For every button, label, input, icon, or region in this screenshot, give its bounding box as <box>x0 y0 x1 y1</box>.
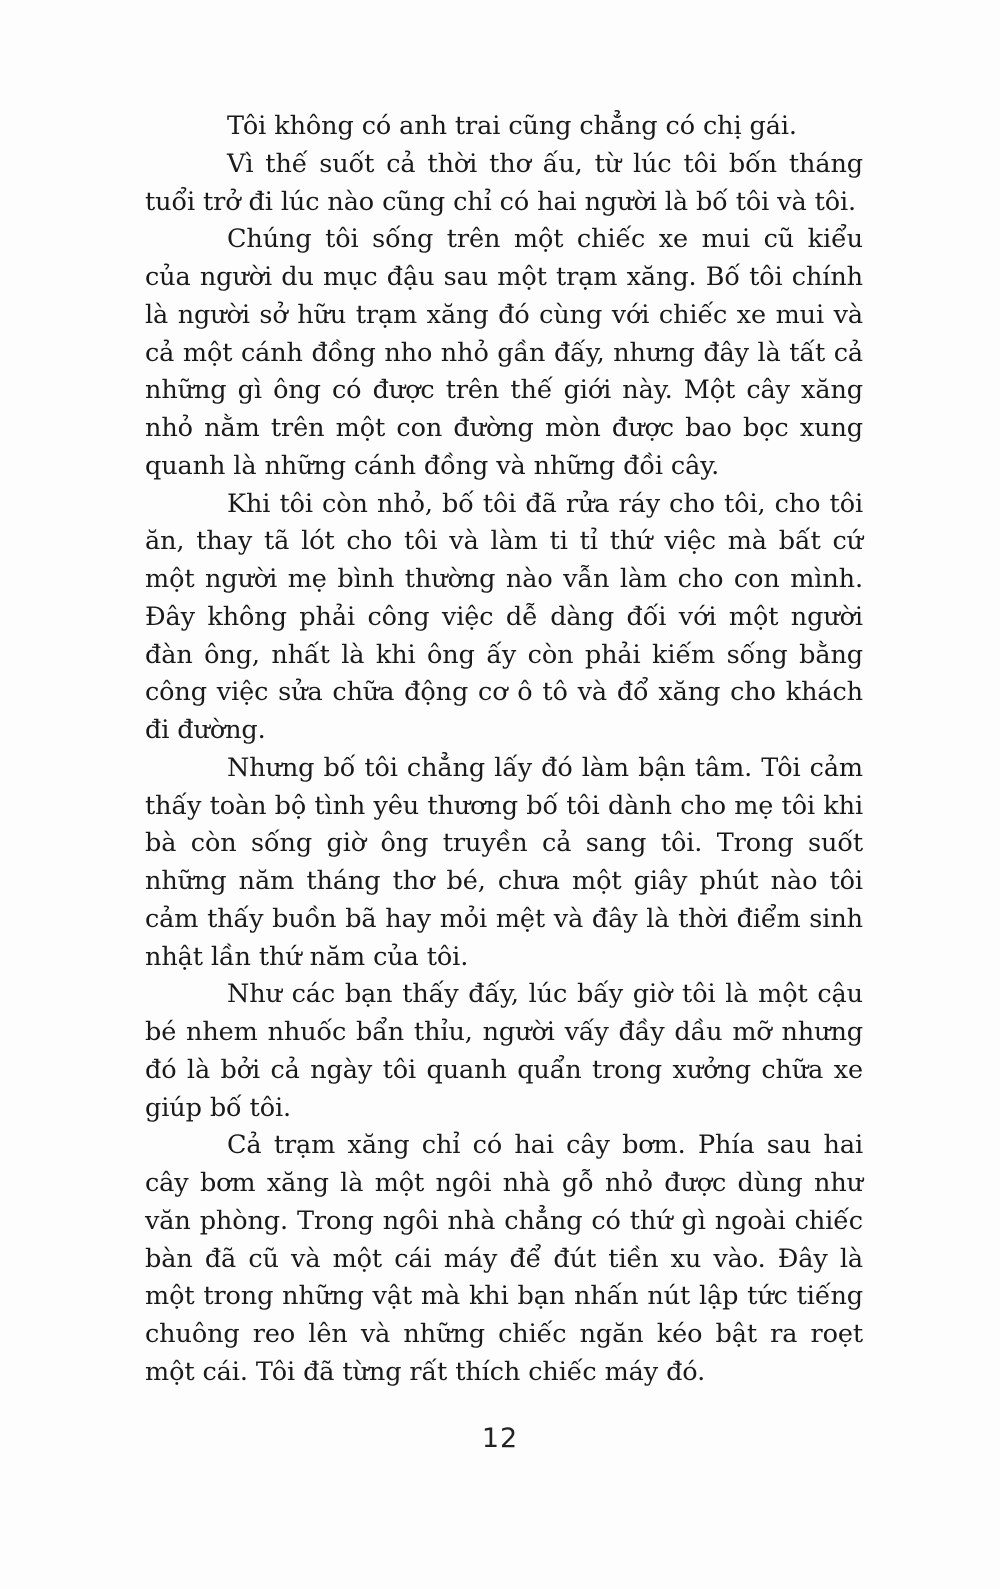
paragraph-5: Nhưng bố tôi chẳng lấy đó làm bận tâm. Tôi cảm thấy toàn bộ tình yêu thương bố tôi dành cho mẹ tôi khi bà còn sống giờ ông truyền cả sang tôi. Trong suốt những năm tháng thơ bé, chưa một giây phút nào tôi cảm thấy buồn bã hay mỏi mệt và đây là thời điểm sinh nhật lần thứ năm của tôi. <box>145 752 863 972</box>
paragraph-4: Khi tôi còn nhỏ, bố tôi đã rửa ráy cho tôi, cho tôi ăn, thay tã lót cho tôi và làm ti tỉ thứ việc mà bất cứ một người mẹ bình thường nào vẫn làm cho con mình. Đây không phải công việc dễ dàng đối với một người đàn ông, nhất là khi ông ấy còn phải kiếm sống bằng công việc sửa chữa động cơ ô tô và đổ xăng cho khách đi đường. <box>145 488 863 745</box>
paragraph-3: Chúng tôi sống trên một chiếc xe mui cũ kiểu của người du mục đậu sau một trạm xăng. Bố tôi chính là người sở hữu trạm xăng đó cùng với chiếc xe mui và cả một cánh đồng nho nhỏ gần đấy, nhưng đây là tất cả những gì ông có được trên thế giới này. Một cây xăng nhỏ nằm trên một con đường mòn được bao bọc xung quanh là những cánh đồng và những đồi cây. <box>145 224 863 481</box>
paragraph-2: Vì thế suốt cả thời thơ ấu, từ lúc tôi bốn tháng tuổi trở đi lúc nào cũng chỉ có hai người là bố tôi và tôi. <box>145 148 863 217</box>
page-number: 12 <box>481 1423 519 1454</box>
paragraph-1: Tôi không có anh trai cũng chẳng có chị gái. <box>227 111 797 141</box>
paragraph-6: Như các bạn thấy đấy, lúc bấy giờ tôi là một cậu bé nhem nhuốc bẩn thỉu, người vấy đầy dầu mỡ nhưng đó là bởi cả ngày tôi quanh quẩn trong xưởng chữa xe giúp bố tôi. <box>145 979 863 1123</box>
paragraph-7: Cả trạm xăng chỉ có hai cây bơm. Phía sau hai cây bơm xăng là một ngôi nhà gỗ nhỏ được dùng như văn phòng. Trong ngôi nhà chẳng có thứ gì ngoài chiếc bàn đã cũ và một cái máy để đút tiền xu vào. Đây là một trong những vật mà khi bạn nhấn nút lập tức tiếng chuông reo lên và những chiếc ngăn kéo bật ra roẹt một cái. Tôi đã từng rất thích chiếc máy đó. <box>145 1130 863 1387</box>
body-text <box>145 108 863 1392</box>
